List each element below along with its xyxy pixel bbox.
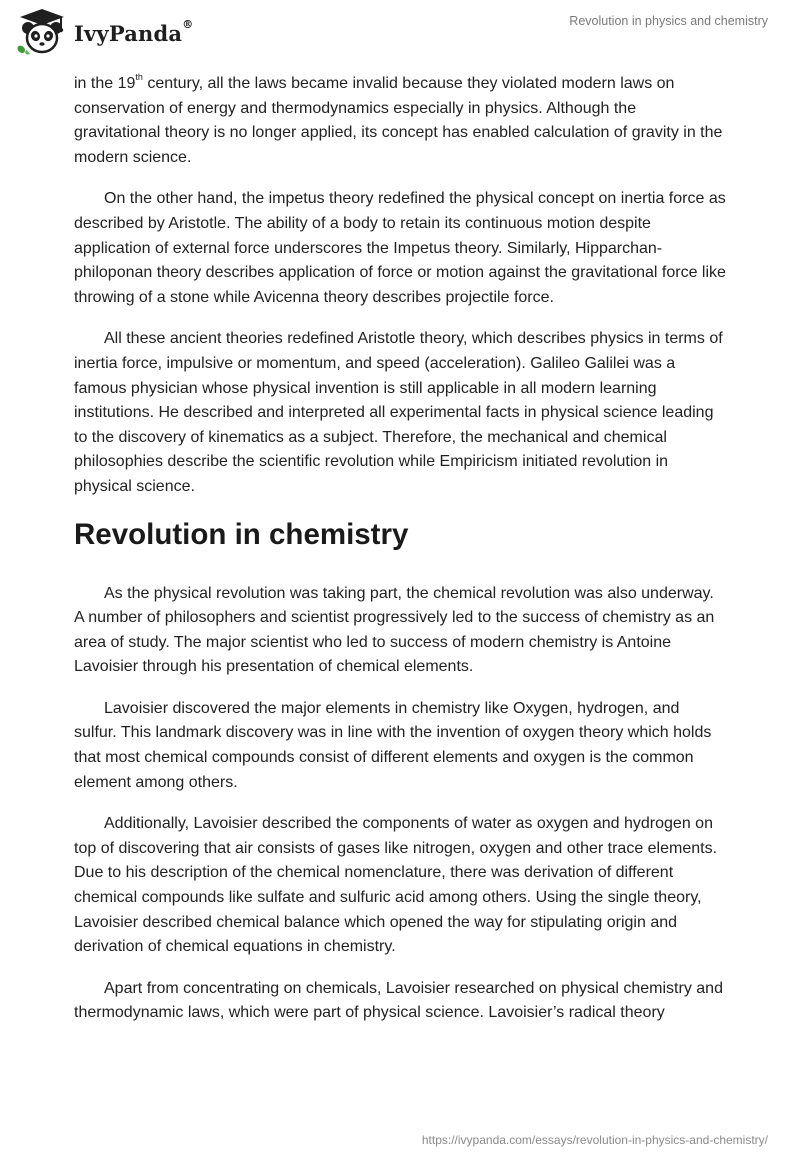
paragraph-3: All these ancient theories redefined Aristotle theory, which describes physics in terms of inertia force, impulsive or momentum, and speed (acceleration). Galileo Galilei was a famous physician whose physical invention is still applicable in all modern learning institutions. He described and interpreted all experimental facts in physical science leading to the discovery of kinematics as a subject. Therefore, the mechanical and chemical philosophies describe the scientific revolution while Empiricism initiated revolution in physical science. xyxy=(74,330,723,495)
paragraph-2: On the other hand, the impetus theory redefined the physical concept on inertia force as described by Aristotle. The ability of a body to retain its continuous motion despite application of external force underscores the Impetus theory. Similarly, Hipparchan-philoponan theory describes application of force or motion against the gravitational force like throwing of a stone while Avicenna theory describes projectile force. xyxy=(74,190,726,306)
paragraph-1-start: in the 19 xyxy=(74,75,136,92)
panda-logo-icon xyxy=(14,6,70,56)
logo-name: IvyPanda xyxy=(74,20,183,46)
paragraph-4: As the physical revolution was taking part, the chemical revolution was also underway. A number of philosophers and scientist progressively led to the success of chemistry as an area of study. The major scientist who led to success of modern chemistry is Antoine Lavoisier through his presentation of chemical elements. xyxy=(74,584,715,676)
document-title: Revolution in physics and chemistry xyxy=(569,14,768,28)
logo-wordmark xyxy=(74,17,194,46)
paragraph-1-rest: century, all the laws became invalid because they violated modern laws on conservation of energy and thermodynamics especially in physics. Although the gravitational theory is no longer applied, its concept has enabled calculation of gravity in the modern science. xyxy=(74,75,723,166)
section-heading: Revolution in chemistry xyxy=(74,517,409,551)
essay-body xyxy=(74,72,726,1043)
paragraph-1 xyxy=(74,72,726,170)
paragraph-5: Lavoisier discovered the major elements in chemistry like Oxygen, hydrogen, and sulfur. This landmark discovery was in line with the invention of oxygen theory which holds that most chemical compounds consist of different elements and oxygen is the common element among others. xyxy=(74,699,712,791)
ordinal-superscript: th xyxy=(135,71,143,82)
ivypanda-logo[interactable] xyxy=(14,6,193,56)
registered-mark: ® xyxy=(182,17,194,31)
source-url[interactable]: https://ivypanda.com/essays/revolution-in-physics-and-chemistry/ xyxy=(421,1133,768,1147)
paragraph-6: Additionally, Lavoisier described the components of water as oxygen and hydrogen on top of discovering that air consists of gases like nitrogen, oxygen and other trace elements. Due to his description of the chemical nomenclature, there was derivation of different chemical compounds like sulfate and sulfuric acid among others. Using the single theory, Lavoisier described chemical balance which opened the way for stipulating origin and derivation of chemical equations in chemistry. xyxy=(74,815,718,956)
paragraph-7: Apart from concentrating on chemicals, Lavoisier researched on physical chemistry and thermodynamic laws, which were part of physical science. Lavoisier’s radical theory xyxy=(74,979,723,1022)
page-header xyxy=(0,0,800,64)
